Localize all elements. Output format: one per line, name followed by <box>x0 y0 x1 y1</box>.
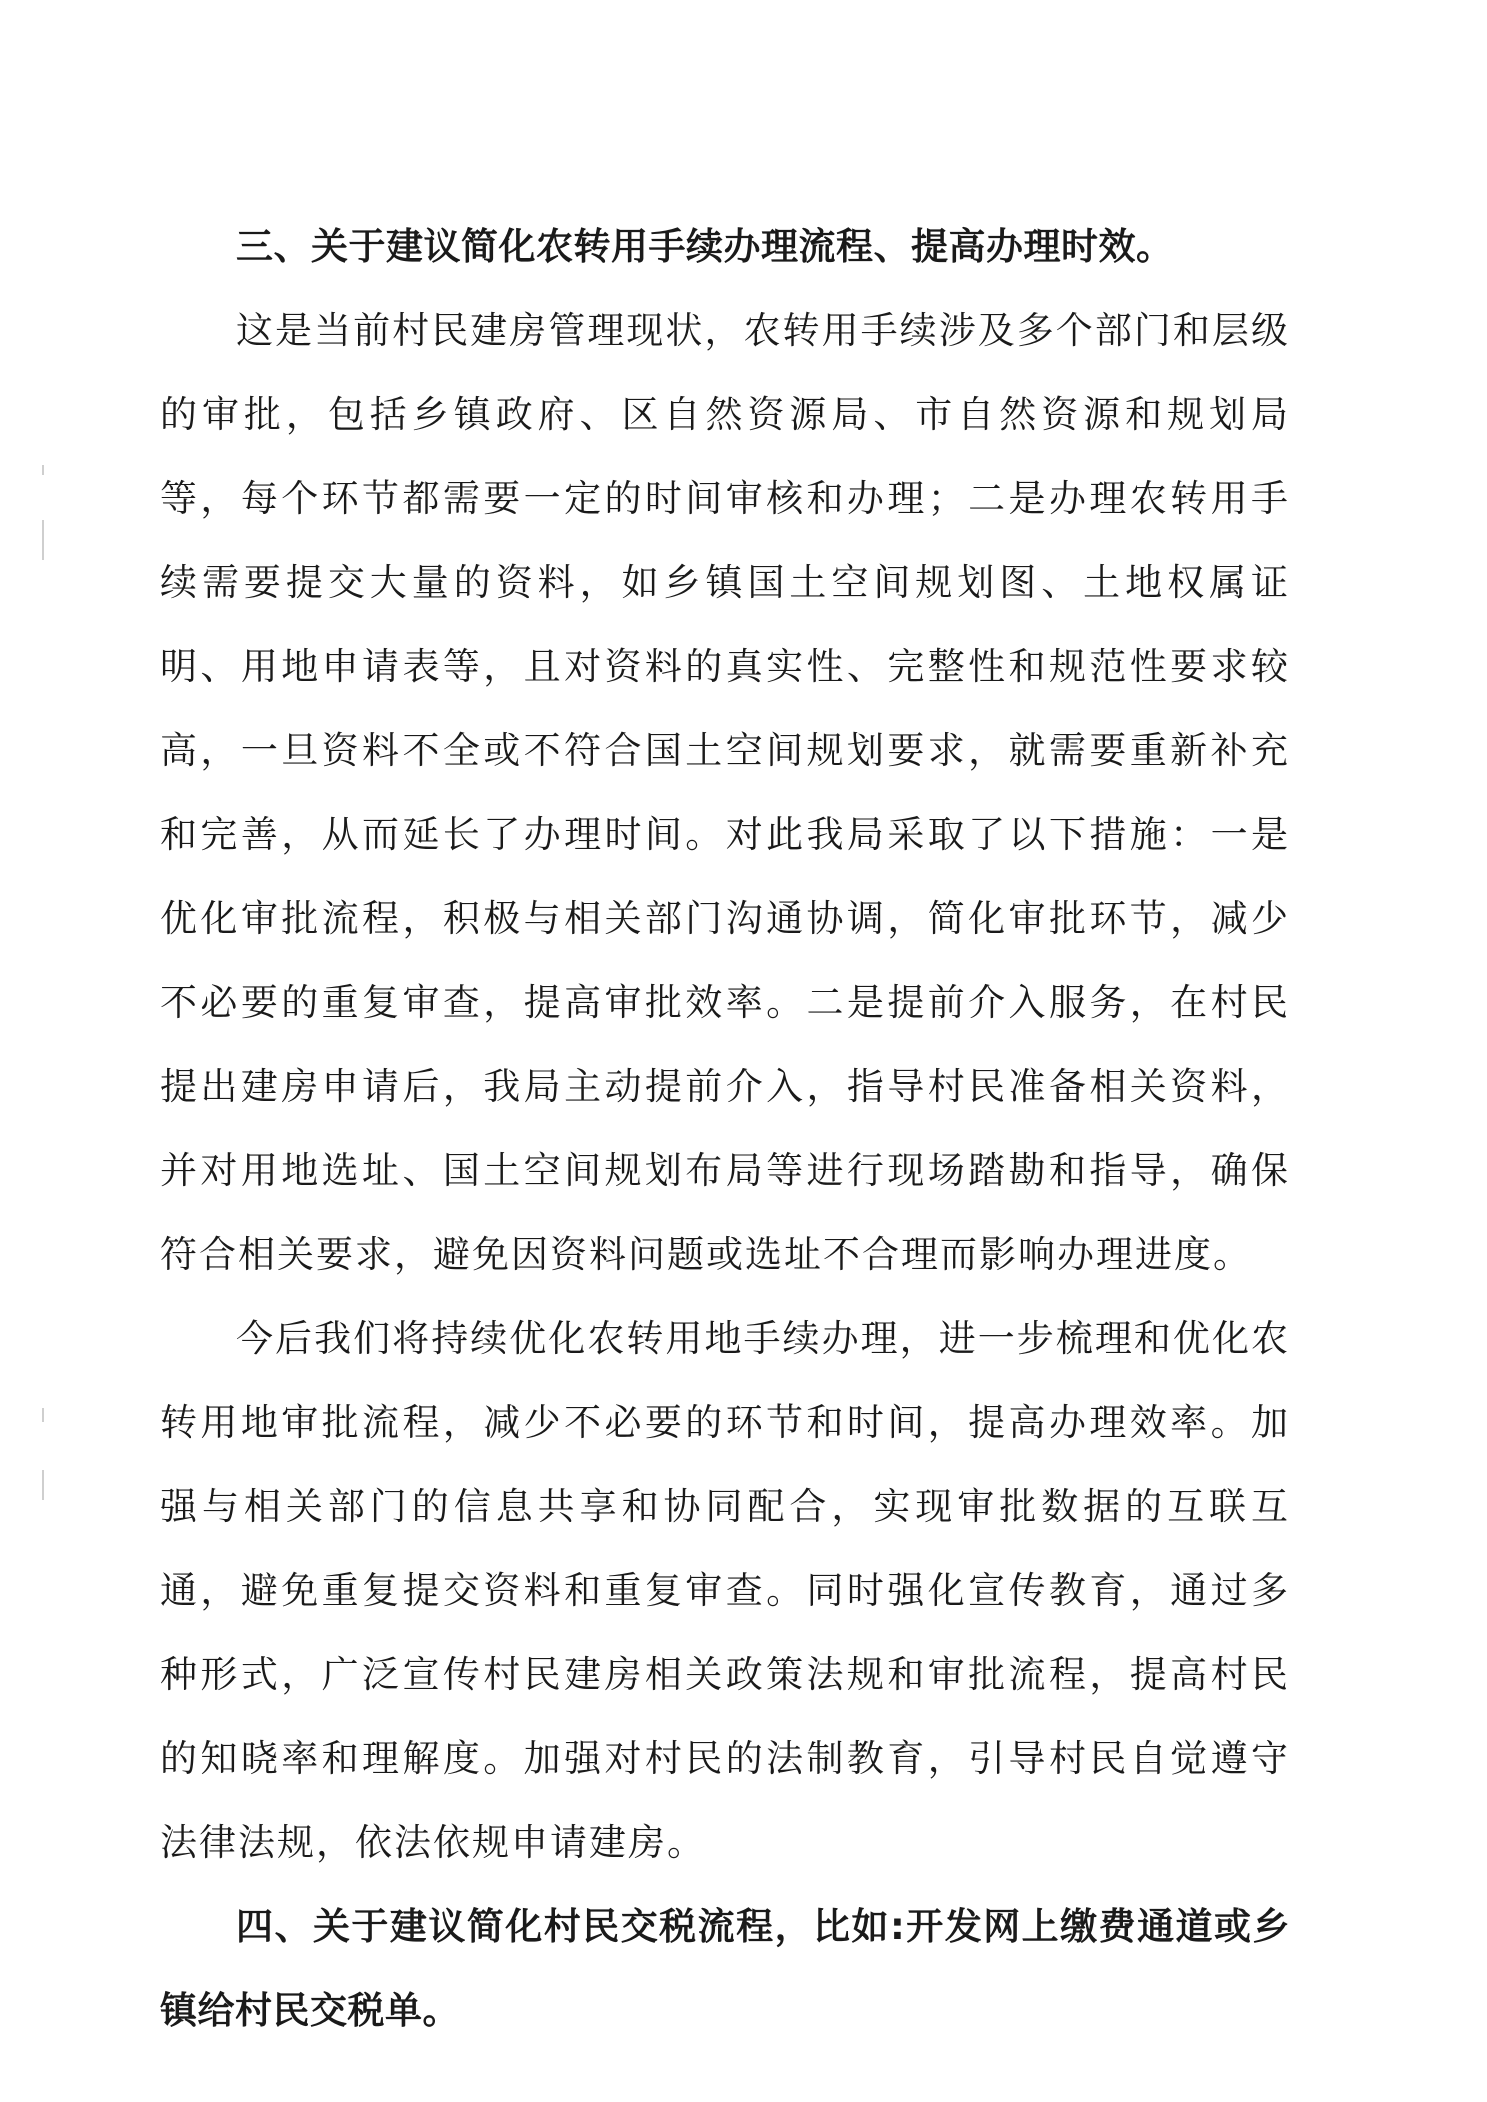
scan-margin-mark <box>42 465 44 475</box>
section-3-heading: 三、关于建议简化农转用手续办理流程、提高办理时效。 <box>236 225 1174 268</box>
section-3-paragraph-1: 这是当前村民建房管理现状，农转用手续涉及多个部门和层级的审批，包括乡镇政府、区自然资源局、市自然资源和规划局等，每个环节都需要一定的时间审核和办理；二是办理农转用手续需要提交大量的资料，如乡镇国土空间规划图、土地权属证明、用地申请表等，且对资料的真实性、完整性和规范性要求较高，一旦资料不全或不符合国土空间规划要求，就需要重新补充和完善，从而延长了办理时间。对此我局采取了以下措施：一是优化审批流程，积极与相关部门沟通协调，简化审批环节，减少不必要的重复审查，提高审批效率。二是提前介入服务，在村民提出建房申请后，我局主动提前介入，指导村民准备相关资料，并对用地选址、国土空间规划布局等进行现场踏勘和指导，确保符合相关要求，避免因资料问题或选址不合理而影响办理进度。 <box>160 309 1290 1276</box>
section-4-heading: 四、关于建议简化村民交税流程，比如:开发网上缴费通道或乡镇给村民交税单。 <box>160 1905 1290 2032</box>
scan-margin-mark <box>42 520 44 560</box>
section-3-paragraph-2: 今后我们将持续优化农转用地手续办理，进一步梳理和优化农转用地审批流程，减少不必要的环节和时间，提高办理效率。加强与相关部门的信息共享和协同配合，实现审批数据的互联互通，避免重复提交资料和重复审查。同时强化宣传教育，通过多种形式，广泛宣传村民建房相关政策法规和审批流程，提高村民的知晓率和理解度。加强对村民的法制教育，引导村民自觉遵守法律法规，依法依规申请建房。 <box>160 1317 1290 1864</box>
document-body <box>160 205 1290 2053</box>
scan-margin-mark <box>42 1470 44 1500</box>
scan-margin-mark <box>42 1408 44 1422</box>
